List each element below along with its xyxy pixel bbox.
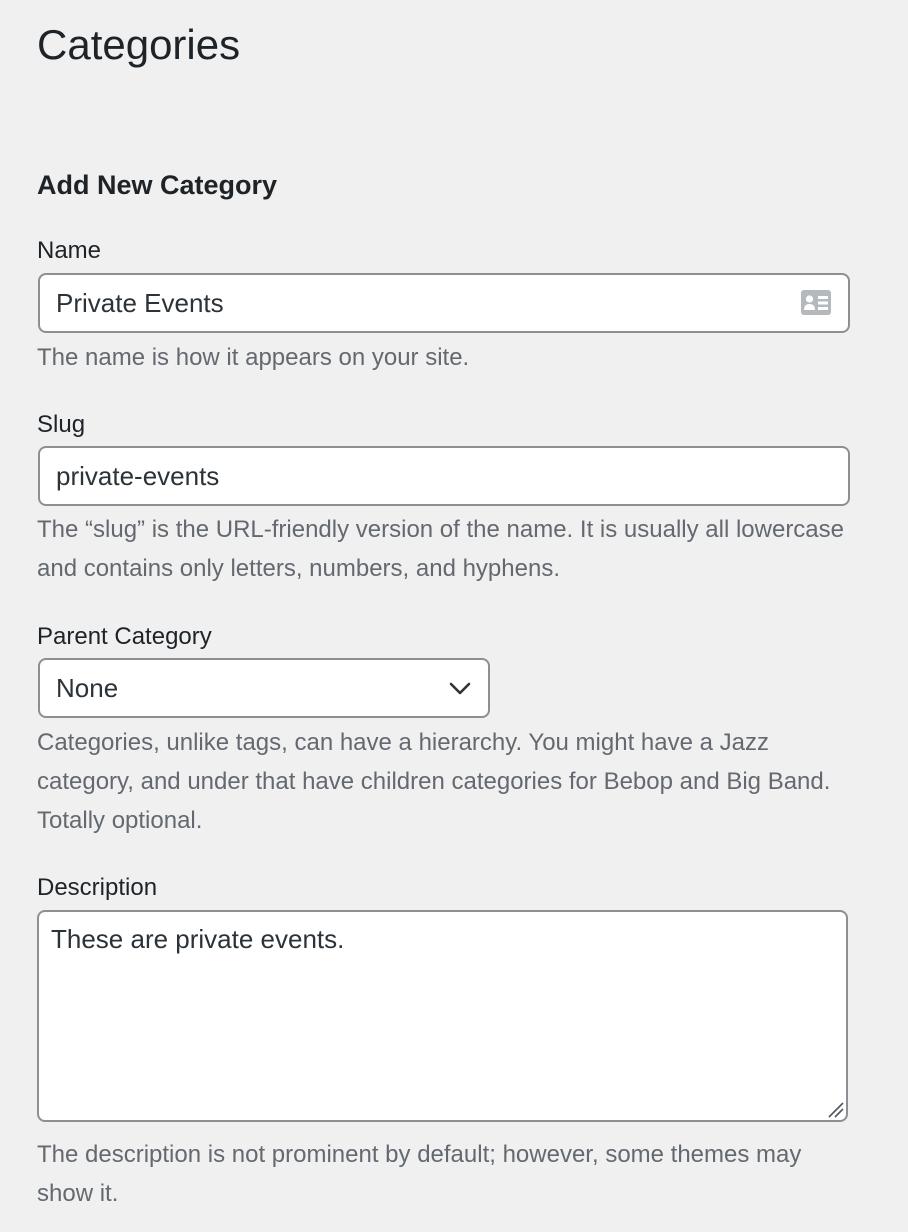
parent-category-label: Parent Category xyxy=(37,623,212,650)
slug-input[interactable] xyxy=(38,446,850,506)
description-textarea[interactable] xyxy=(37,910,848,1122)
resize-handle-icon[interactable] xyxy=(826,1100,844,1118)
parent-category-select[interactable] xyxy=(38,658,490,718)
slug-help: The “slug” is the URL-friendly version of the name. It is usually all lowercase and contains only letters, numbers, and hyphens. xyxy=(37,516,844,582)
description-help: The description is not prominent by default; however, some themes may show it. xyxy=(37,1141,802,1207)
form-heading: Add New Category xyxy=(37,170,278,200)
name-field-wrapper xyxy=(38,273,850,333)
slug-label: Slug xyxy=(37,411,86,438)
name-label: Name xyxy=(37,237,102,264)
name-help: The name is how it appears on your site. xyxy=(37,344,470,371)
contact-card-icon[interactable] xyxy=(800,289,832,316)
page-title: Categories xyxy=(37,21,241,68)
description-label: Description xyxy=(37,874,158,901)
parent-category-help: Categories, unlike tags, can have a hierarchy. You might have a Jazz category, and under that have children categories for Bebop and Big Band. Totally optional. xyxy=(37,729,831,834)
name-input[interactable] xyxy=(38,273,850,333)
chevron-down-icon xyxy=(448,678,472,698)
parent-category-selected: None xyxy=(56,673,119,703)
